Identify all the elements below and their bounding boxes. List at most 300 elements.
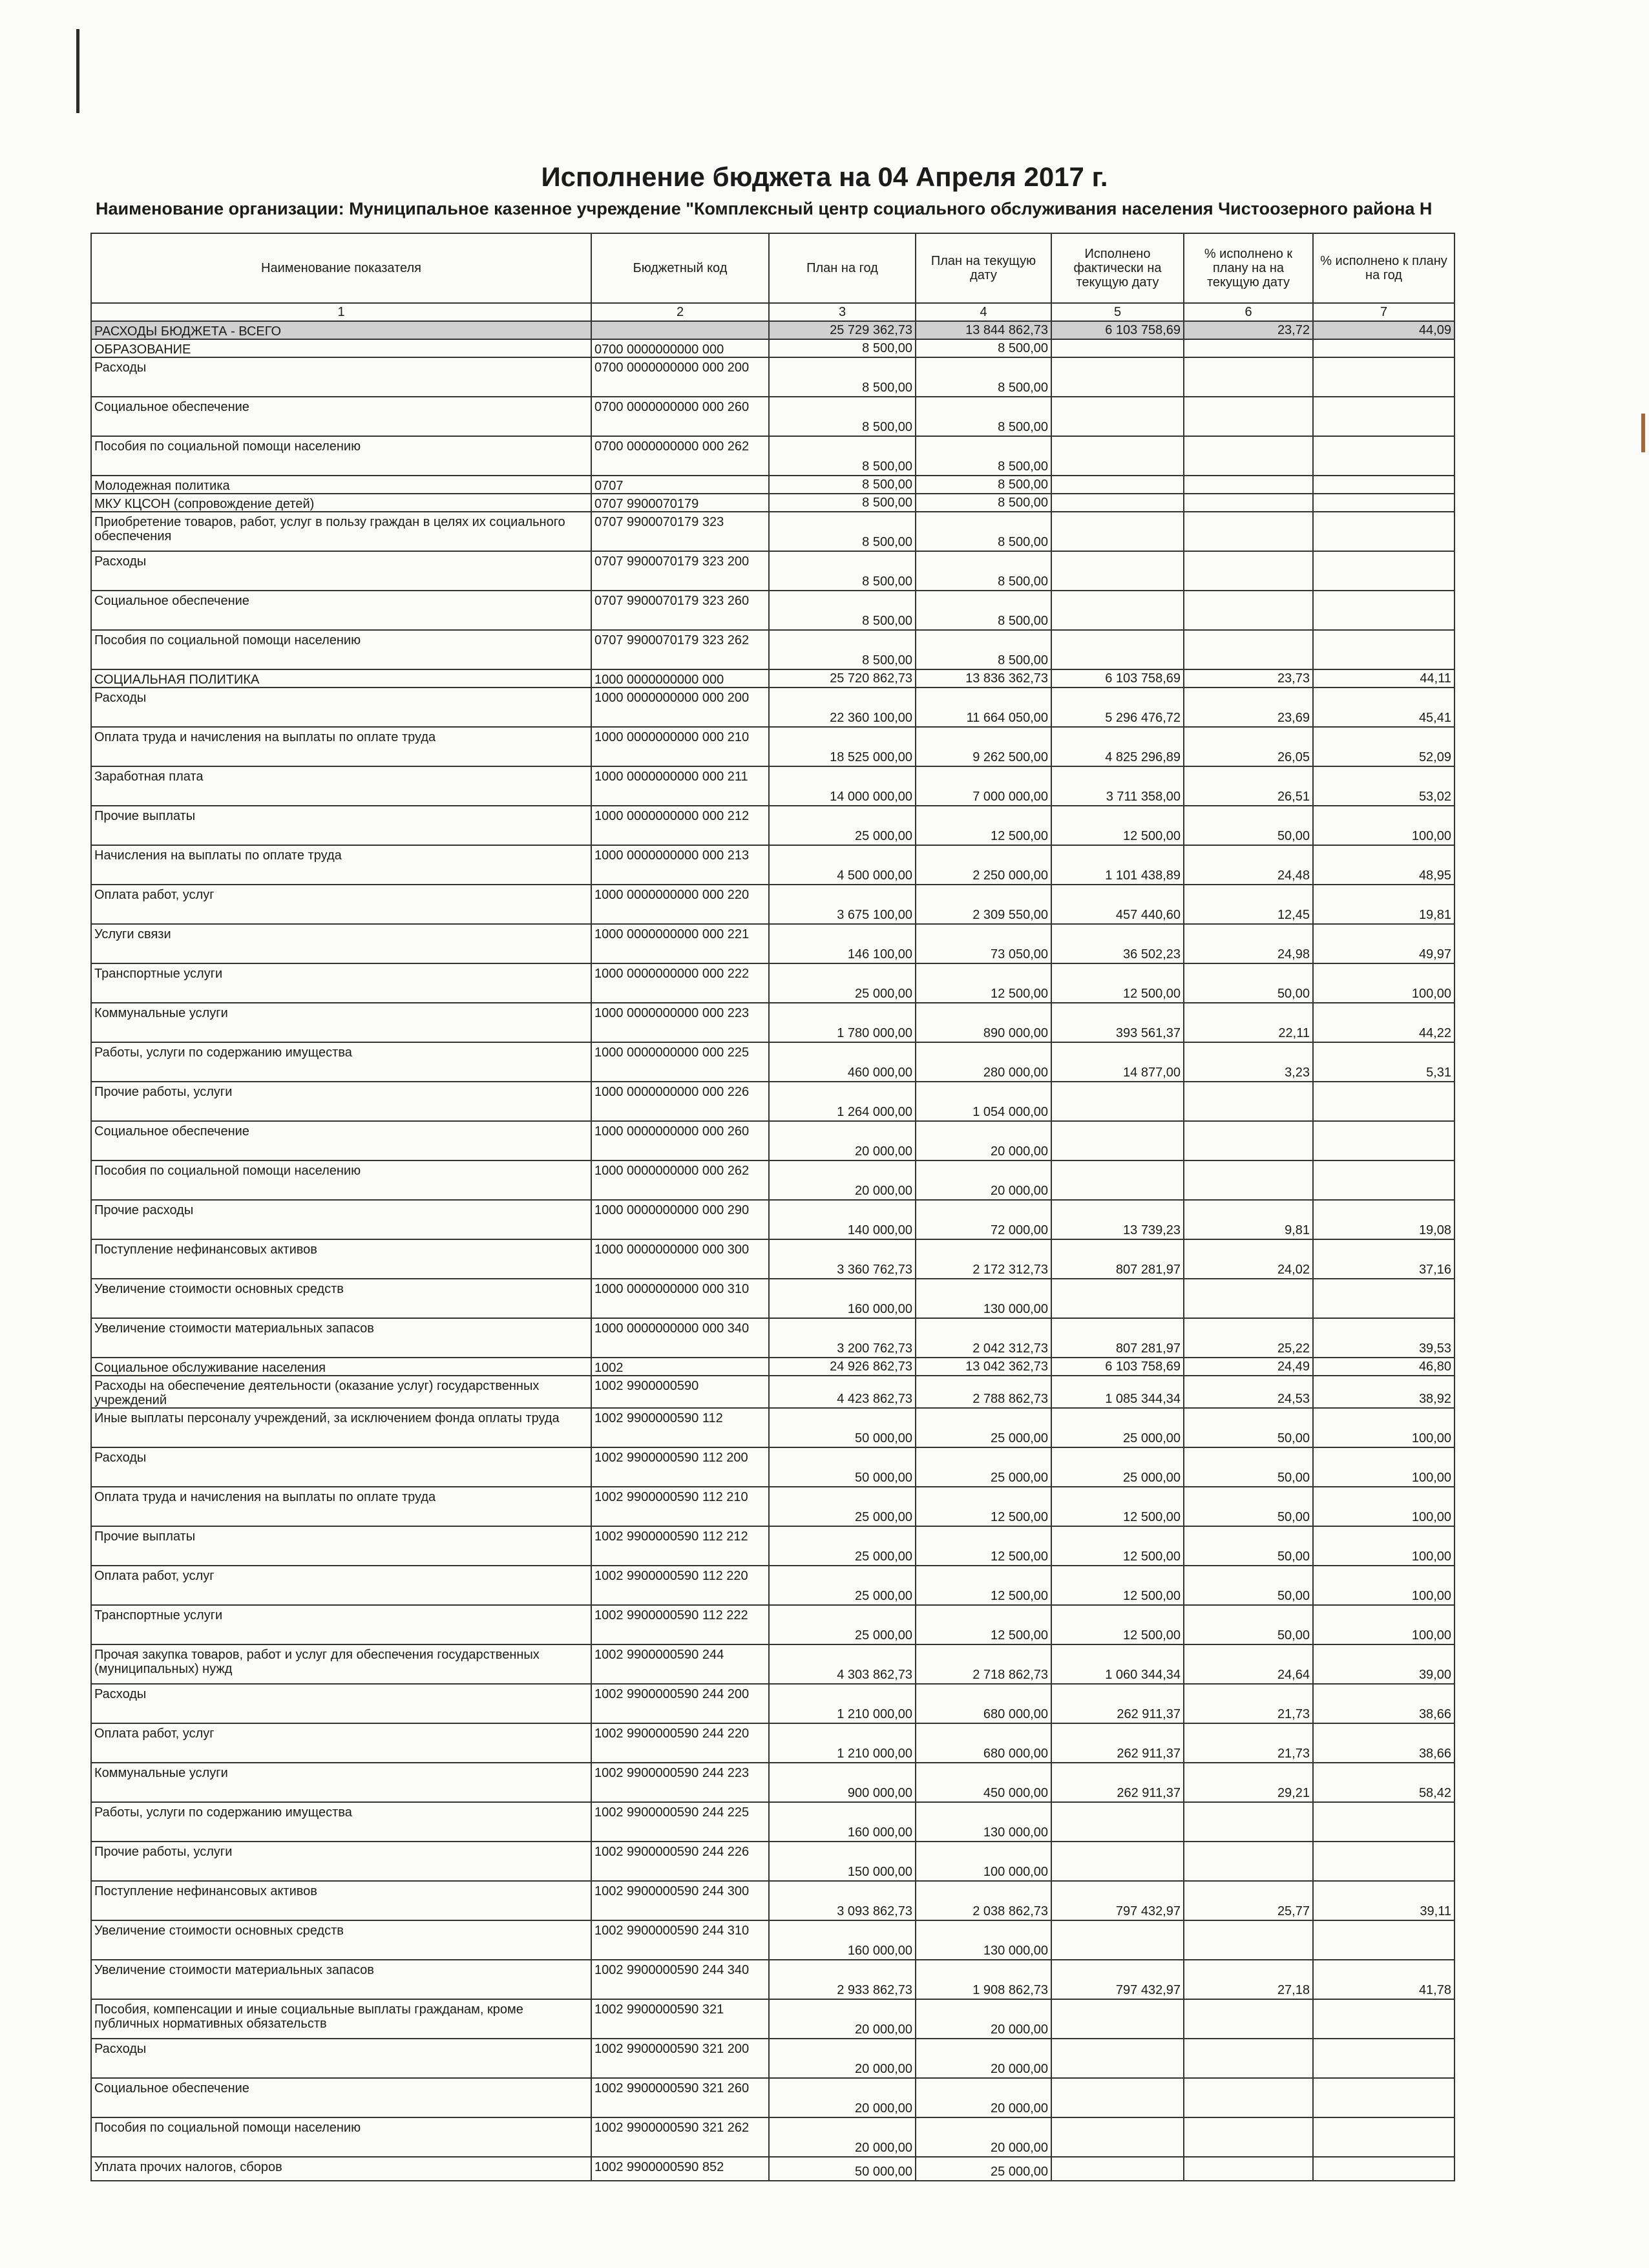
table-row [91, 1763, 1455, 1802]
row-plan-date: 12 500,00 [916, 1605, 1051, 1644]
row-budget-code: 0700 0000000000 000 200 [591, 357, 769, 397]
row-pct-year: 5,31 [1313, 1042, 1455, 1082]
row-pct-year [1313, 1920, 1455, 1960]
row-pct-year: 39,00 [1313, 1644, 1455, 1684]
row-executed [1051, 2117, 1184, 2157]
table-row [91, 357, 1455, 397]
row-executed: 12 500,00 [1051, 1526, 1184, 1566]
row-plan-date: 8 500,00 [916, 397, 1051, 436]
row-name: Оплата работ, услуг [91, 885, 591, 924]
row-pct-date [1184, 397, 1313, 436]
row-executed: 807 281,97 [1051, 1318, 1184, 1358]
table-row [91, 1526, 1455, 1566]
row-executed: 262 911,37 [1051, 1684, 1184, 1723]
row-pct-date: 50,00 [1184, 1487, 1313, 1526]
row-pct-year [1313, 436, 1455, 476]
row-budget-code: 1000 0000000000 000 225 [591, 1042, 769, 1082]
row-budget-code: 1000 0000000000 000 212 [591, 806, 769, 845]
row-pct-date: 21,73 [1184, 1684, 1313, 1723]
row-pct-year: 100,00 [1313, 1487, 1455, 1526]
row-pct-date [1184, 1999, 1313, 2039]
row-name: Приобретение товаров, работ, услуг в пользу граждан в целях их социального обеспечения [91, 512, 591, 551]
table-row [91, 476, 1455, 494]
row-name: Увеличение стоимости основных средств [91, 1279, 591, 1318]
row-name: Расходы на обеспечение деятельности (оказание услуг) государственных учреждений [91, 1376, 591, 1408]
row-budget-code: 1002 9900000590 112 [591, 1408, 769, 1447]
row-executed: 14 877,00 [1051, 1042, 1184, 1082]
row-pct-year: 46,80 [1313, 1358, 1455, 1376]
row-pct-date: 26,51 [1184, 766, 1313, 806]
row-name: Транспортные услуги [91, 963, 591, 1003]
row-name: Коммунальные услуги [91, 1003, 591, 1042]
row-pct-year: 100,00 [1313, 806, 1455, 845]
row-pct-year [1313, 357, 1455, 397]
row-plan-year: 25 729 362,73 [769, 321, 916, 339]
table-row [91, 1487, 1455, 1526]
row-executed: 262 911,37 [1051, 1763, 1184, 1802]
table-row [91, 1239, 1455, 1279]
row-plan-date: 12 500,00 [916, 806, 1051, 845]
row-plan-date: 2 250 000,00 [916, 845, 1051, 885]
row-name: РАСХОДЫ БЮДЖЕТА - ВСЕГО [91, 321, 591, 339]
row-pct-date [1184, 1920, 1313, 1960]
row-plan-date: 890 000,00 [916, 1003, 1051, 1042]
row-budget-code: 1002 9900000590 244 310 [591, 1920, 769, 1960]
row-name: Прочие выплаты [91, 1526, 591, 1566]
row-pct-year: 44,09 [1313, 321, 1455, 339]
row-pct-date: 24,98 [1184, 924, 1313, 963]
row-plan-date: 8 500,00 [916, 591, 1051, 630]
row-budget-code: 1000 0000000000 000 210 [591, 727, 769, 766]
row-plan-year: 4 500 000,00 [769, 845, 916, 885]
row-pct-year [1313, 2117, 1455, 2157]
row-plan-year: 20 000,00 [769, 2117, 916, 2157]
row-budget-code: 1002 9900000590 321 200 [591, 2039, 769, 2078]
row-executed [1051, 1999, 1184, 2039]
row-pct-date: 21,73 [1184, 1723, 1313, 1763]
row-plan-date: 73 050,00 [916, 924, 1051, 963]
row-pct-date: 50,00 [1184, 806, 1313, 845]
row-plan-date: 680 000,00 [916, 1684, 1051, 1723]
row-pct-date [1184, 339, 1313, 357]
row-name: Иные выплаты персоналу учреждений, за исключением фонда оплаты труда [91, 1408, 591, 1447]
row-budget-code: 1002 9900000590 112 222 [591, 1605, 769, 1644]
row-name: Социальное обеспечение [91, 1121, 591, 1160]
row-executed [1051, 1160, 1184, 1200]
table-row [91, 1318, 1455, 1358]
table-row [91, 1082, 1455, 1121]
row-plan-date: 20 000,00 [916, 1121, 1051, 1160]
row-executed [1051, 2078, 1184, 2117]
row-plan-date: 8 500,00 [916, 494, 1051, 512]
row-plan-date: 8 500,00 [916, 357, 1051, 397]
row-executed [1051, 1279, 1184, 1318]
table-row [91, 806, 1455, 845]
table-body [91, 321, 1455, 2181]
row-plan-year: 1 264 000,00 [769, 1082, 916, 1121]
row-name: Прочие работы, услуги [91, 1082, 591, 1121]
row-plan-year: 20 000,00 [769, 2078, 916, 2117]
row-executed: 1 060 344,34 [1051, 1644, 1184, 1684]
row-pct-year [1313, 339, 1455, 357]
table-row [91, 669, 1455, 688]
row-pct-date: 12,45 [1184, 885, 1313, 924]
row-plan-year: 22 360 100,00 [769, 688, 916, 727]
row-budget-code: 0707 9900070179 323 262 [591, 630, 769, 669]
row-plan-year: 8 500,00 [769, 494, 916, 512]
table-row [91, 924, 1455, 963]
row-pct-year: 53,02 [1313, 766, 1455, 806]
row-plan-year: 8 500,00 [769, 512, 916, 551]
row-plan-year: 20 000,00 [769, 2039, 916, 2078]
row-budget-code: 0707 [591, 476, 769, 494]
row-pct-date: 50,00 [1184, 1566, 1313, 1605]
table-row [91, 512, 1455, 551]
row-budget-code: 0700 0000000000 000 260 [591, 397, 769, 436]
row-name: МКУ КЦСОН (сопровождение детей) [91, 494, 591, 512]
row-budget-code: 1002 9900000590 244 300 [591, 1881, 769, 1920]
row-plan-year: 50 000,00 [769, 1447, 916, 1487]
table-row [91, 2078, 1455, 2117]
row-pct-date [1184, 512, 1313, 551]
row-plan-date: 100 000,00 [916, 1842, 1051, 1881]
row-pct-date [1184, 357, 1313, 397]
row-name: Расходы [91, 1447, 591, 1487]
row-plan-year: 1 780 000,00 [769, 1003, 916, 1042]
row-budget-code: 1000 0000000000 000 213 [591, 845, 769, 885]
row-pct-date: 9,81 [1184, 1200, 1313, 1239]
row-pct-year: 100,00 [1313, 1566, 1455, 1605]
row-plan-date: 9 262 500,00 [916, 727, 1051, 766]
table-row [91, 2157, 1455, 2181]
row-pct-date [1184, 630, 1313, 669]
row-plan-year: 1 210 000,00 [769, 1723, 916, 1763]
row-executed: 393 561,37 [1051, 1003, 1184, 1042]
row-executed: 13 739,23 [1051, 1200, 1184, 1239]
row-pct-year [1313, 591, 1455, 630]
row-executed: 5 296 476,72 [1051, 688, 1184, 727]
row-plan-date: 2 788 862,73 [916, 1376, 1051, 1408]
row-name: Увеличение стоимости материальных запасов [91, 1318, 591, 1358]
row-pct-date: 24,49 [1184, 1358, 1313, 1376]
row-plan-date: 13 844 862,73 [916, 321, 1051, 339]
row-plan-year: 20 000,00 [769, 1160, 916, 1200]
row-pct-date: 25,22 [1184, 1318, 1313, 1358]
row-executed: 1 101 438,89 [1051, 845, 1184, 885]
table-row [91, 630, 1455, 669]
row-name: Поступление нефинансовых активов [91, 1881, 591, 1920]
row-pct-date [1184, 1842, 1313, 1881]
table-row [91, 1447, 1455, 1487]
row-pct-year: 39,11 [1313, 1881, 1455, 1920]
row-plan-year: 18 525 000,00 [769, 727, 916, 766]
row-pct-date: 50,00 [1184, 1447, 1313, 1487]
column-number: 7 [1313, 303, 1455, 321]
row-pct-year [1313, 1160, 1455, 1200]
row-budget-code: 1000 0000000000 000 260 [591, 1121, 769, 1160]
row-executed: 6 103 758,69 [1051, 1358, 1184, 1376]
row-plan-year: 25 000,00 [769, 1605, 916, 1644]
row-plan-year: 50 000,00 [769, 1408, 916, 1447]
row-name: Социальное обеспечение [91, 397, 591, 436]
row-plan-date: 20 000,00 [916, 2078, 1051, 2117]
row-executed [1051, 1082, 1184, 1121]
table-row [91, 1003, 1455, 1042]
row-pct-year: 100,00 [1313, 1408, 1455, 1447]
row-pct-year: 38,66 [1313, 1723, 1455, 1763]
row-budget-code: 1002 9900000590 244 [591, 1644, 769, 1684]
row-budget-code: 1002 9900000590 852 [591, 2157, 769, 2181]
table-row [91, 397, 1455, 436]
row-executed: 36 502,23 [1051, 924, 1184, 963]
row-plan-year: 146 100,00 [769, 924, 916, 963]
row-plan-date: 2 042 312,73 [916, 1318, 1051, 1358]
row-pct-year: 38,66 [1313, 1684, 1455, 1723]
row-budget-code: 1002 9900000590 244 340 [591, 1960, 769, 1999]
row-name: Услуги связи [91, 924, 591, 963]
row-executed: 797 432,97 [1051, 1960, 1184, 1999]
row-plan-year: 4 303 862,73 [769, 1644, 916, 1684]
row-name: Социальное обеспечение [91, 591, 591, 630]
row-budget-code: 1002 9900000590 321 260 [591, 2078, 769, 2117]
row-plan-year: 25 000,00 [769, 963, 916, 1003]
column-number: 3 [769, 303, 916, 321]
row-budget-code: 1000 0000000000 000 200 [591, 688, 769, 727]
row-name: Социальное обеспечение [91, 2078, 591, 2117]
row-pct-year [1313, 1999, 1455, 2039]
row-pct-date: 23,69 [1184, 688, 1313, 727]
row-plan-date: 13 836 362,73 [916, 669, 1051, 688]
row-pct-year [1313, 1842, 1455, 1881]
column-number: 1 [91, 303, 591, 321]
row-pct-year [1313, 476, 1455, 494]
row-executed: 6 103 758,69 [1051, 669, 1184, 688]
row-plan-date: 130 000,00 [916, 1920, 1051, 1960]
row-pct-year [1313, 1082, 1455, 1121]
table-row [91, 1358, 1455, 1376]
row-plan-date: 2 718 862,73 [916, 1644, 1051, 1684]
row-plan-date: 12 500,00 [916, 1526, 1051, 1566]
table-row [91, 494, 1455, 512]
table-row [91, 1408, 1455, 1447]
row-plan-date: 11 664 050,00 [916, 688, 1051, 727]
row-pct-year [1313, 2157, 1455, 2181]
table-row [91, 591, 1455, 630]
row-name: Расходы [91, 357, 591, 397]
row-plan-year: 8 500,00 [769, 476, 916, 494]
row-budget-code: 0700 0000000000 000 [591, 339, 769, 357]
row-budget-code: 1000 0000000000 000 310 [591, 1279, 769, 1318]
row-plan-year: 140 000,00 [769, 1200, 916, 1239]
row-pct-date: 24,64 [1184, 1644, 1313, 1684]
row-plan-year: 8 500,00 [769, 436, 916, 476]
row-name: Транспортные услуги [91, 1605, 591, 1644]
row-pct-date: 3,23 [1184, 1042, 1313, 1082]
row-name: СОЦИАЛЬНАЯ ПОЛИТИКА [91, 669, 591, 688]
row-pct-year: 39,53 [1313, 1318, 1455, 1358]
row-plan-date: 25 000,00 [916, 2157, 1051, 2181]
table-row [91, 1723, 1455, 1763]
row-plan-date: 13 042 362,73 [916, 1358, 1051, 1376]
table-row [91, 688, 1455, 727]
row-pct-year [1313, 512, 1455, 551]
row-plan-year: 25 000,00 [769, 1526, 916, 1566]
row-plan-year: 8 500,00 [769, 339, 916, 357]
row-pct-year: 19,08 [1313, 1200, 1455, 1239]
table-row [91, 1160, 1455, 1200]
row-name: Оплата труда и начисления на выплаты по оплате труда [91, 1487, 591, 1526]
row-pct-year [1313, 1802, 1455, 1842]
row-plan-date: 12 500,00 [916, 1566, 1051, 1605]
row-budget-code: 0707 9900070179 [591, 494, 769, 512]
header-plan-date: План на текущую дату [916, 233, 1051, 303]
row-name: Оплата работ, услуг [91, 1566, 591, 1605]
row-plan-date: 2 309 550,00 [916, 885, 1051, 924]
row-name: Пособия по социальной помощи населению [91, 436, 591, 476]
table-row [91, 963, 1455, 1003]
row-plan-year: 3 360 762,73 [769, 1239, 916, 1279]
row-plan-year: 8 500,00 [769, 357, 916, 397]
row-plan-date: 280 000,00 [916, 1042, 1051, 1082]
row-executed: 12 500,00 [1051, 806, 1184, 845]
row-plan-year: 3 093 862,73 [769, 1881, 916, 1920]
row-plan-year: 25 000,00 [769, 1487, 916, 1526]
row-pct-date [1184, 1160, 1313, 1200]
row-plan-date: 1 908 862,73 [916, 1960, 1051, 1999]
row-name: ОБРАЗОВАНИЕ [91, 339, 591, 357]
row-plan-date: 20 000,00 [916, 1999, 1051, 2039]
row-pct-year: 100,00 [1313, 1447, 1455, 1487]
row-plan-year: 20 000,00 [769, 1121, 916, 1160]
row-plan-date: 72 000,00 [916, 1200, 1051, 1239]
table-row [91, 1842, 1455, 1881]
row-pct-year [1313, 1279, 1455, 1318]
row-executed: 4 825 296,89 [1051, 727, 1184, 766]
row-pct-year: 100,00 [1313, 1605, 1455, 1644]
row-pct-year: 44,11 [1313, 669, 1455, 688]
row-executed: 12 500,00 [1051, 1566, 1184, 1605]
row-plan-year: 24 926 862,73 [769, 1358, 916, 1376]
row-plan-date: 20 000,00 [916, 2117, 1051, 2157]
row-budget-code: 0707 9900070179 323 260 [591, 591, 769, 630]
row-name: Начисления на выплаты по оплате труда [91, 845, 591, 885]
row-pct-year: 44,22 [1313, 1003, 1455, 1042]
table-row [91, 1605, 1455, 1644]
row-plan-year: 160 000,00 [769, 1279, 916, 1318]
row-plan-date: 8 500,00 [916, 512, 1051, 551]
table-row [91, 1121, 1455, 1160]
table-row [91, 727, 1455, 766]
row-pct-date: 24,48 [1184, 845, 1313, 885]
row-name: Работы, услуги по содержанию имущества [91, 1802, 591, 1842]
row-budget-code: 1000 0000000000 000 211 [591, 766, 769, 806]
row-executed [1051, 1920, 1184, 1960]
row-name: Увеличение стоимости основных средств [91, 1920, 591, 1960]
row-name: Оплата труда и начисления на выплаты по оплате труда [91, 727, 591, 766]
row-plan-date: 25 000,00 [916, 1447, 1051, 1487]
row-executed [1051, 436, 1184, 476]
row-plan-date: 2 038 862,73 [916, 1881, 1051, 1920]
row-pct-date [1184, 591, 1313, 630]
row-plan-year: 20 000,00 [769, 1999, 916, 2039]
row-executed [1051, 357, 1184, 397]
header-budget-code: Бюджетный код [591, 233, 769, 303]
row-budget-code: 1002 9900000590 [591, 1376, 769, 1408]
row-pct-date: 26,05 [1184, 727, 1313, 766]
row-plan-year: 8 500,00 [769, 630, 916, 669]
row-pct-year [1313, 551, 1455, 591]
row-budget-code: 1000 0000000000 000 220 [591, 885, 769, 924]
row-plan-year: 14 000 000,00 [769, 766, 916, 806]
row-executed: 12 500,00 [1051, 1487, 1184, 1526]
table-row [91, 2117, 1455, 2157]
row-budget-code: 1002 9900000590 321 [591, 1999, 769, 2039]
row-plan-year: 2 933 862,73 [769, 1960, 916, 1999]
table-row [91, 551, 1455, 591]
row-pct-year: 100,00 [1313, 1526, 1455, 1566]
row-executed [1051, 551, 1184, 591]
row-pct-year: 52,09 [1313, 727, 1455, 766]
row-plan-date: 130 000,00 [916, 1279, 1051, 1318]
row-executed: 25 000,00 [1051, 1408, 1184, 1447]
row-budget-code: 1002 9900000590 321 262 [591, 2117, 769, 2157]
row-budget-code: 1000 0000000000 000 226 [591, 1082, 769, 1121]
row-pct-year [1313, 397, 1455, 436]
row-executed [1051, 1121, 1184, 1160]
row-executed [1051, 1842, 1184, 1881]
row-plan-date: 8 500,00 [916, 630, 1051, 669]
row-budget-code: 1002 9900000590 244 223 [591, 1763, 769, 1802]
row-name: Коммунальные услуги [91, 1763, 591, 1802]
table-row [91, 1802, 1455, 1842]
row-pct-date [1184, 2157, 1313, 2181]
row-executed: 797 432,97 [1051, 1881, 1184, 1920]
row-pct-date [1184, 476, 1313, 494]
row-pct-date [1184, 436, 1313, 476]
row-executed: 12 500,00 [1051, 963, 1184, 1003]
row-budget-code [591, 321, 769, 339]
row-plan-year: 50 000,00 [769, 2157, 916, 2181]
row-name: Молодежная политика [91, 476, 591, 494]
row-pct-year: 37,16 [1313, 1239, 1455, 1279]
row-executed [1051, 339, 1184, 357]
row-pct-year: 48,95 [1313, 845, 1455, 885]
column-number-row [91, 303, 1455, 321]
row-name: Поступление нефинансовых активов [91, 1239, 591, 1279]
row-budget-code: 1000 0000000000 000 [591, 669, 769, 688]
row-name: Пособия по социальной помощи населению [91, 1160, 591, 1200]
row-executed: 25 000,00 [1051, 1447, 1184, 1487]
row-plan-date: 130 000,00 [916, 1802, 1051, 1842]
table-row [91, 1920, 1455, 1960]
table-row [91, 436, 1455, 476]
row-budget-code: 1002 9900000590 112 210 [591, 1487, 769, 1526]
header-pct-year: % исполнено к плану на год [1313, 233, 1455, 303]
row-pct-date [1184, 1121, 1313, 1160]
column-number: 5 [1051, 303, 1184, 321]
row-pct-date: 23,72 [1184, 321, 1313, 339]
row-plan-date: 7 000 000,00 [916, 766, 1051, 806]
row-pct-date [1184, 1802, 1313, 1842]
row-plan-year: 1 210 000,00 [769, 1684, 916, 1723]
row-name: Прочая закупка товаров, работ и услуг для обеспечения государственных (муниципальных) нужд [91, 1644, 591, 1684]
row-budget-code: 0700 0000000000 000 262 [591, 436, 769, 476]
row-plan-year: 4 423 862,73 [769, 1376, 916, 1408]
column-number: 6 [1184, 303, 1313, 321]
row-plan-date: 8 500,00 [916, 476, 1051, 494]
budget-table [90, 233, 1455, 2181]
scan-edge-speck [1641, 414, 1645, 452]
